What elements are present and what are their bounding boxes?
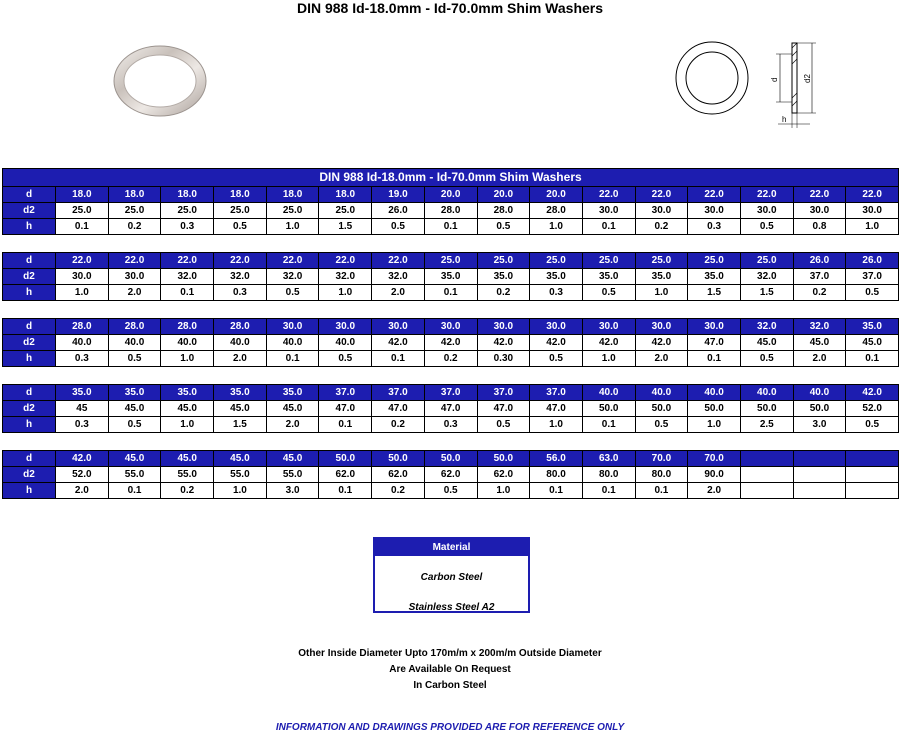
table-cell-d2: 35.0 bbox=[477, 269, 530, 285]
material-carbon-steel: Carbon Steel bbox=[420, 572, 483, 583]
table-cell-d2 bbox=[793, 467, 846, 483]
table-cell-h: 3.0 bbox=[793, 417, 846, 433]
drawing-label-d2: d2 bbox=[803, 74, 812, 83]
table-cell-h: 0.5 bbox=[477, 417, 530, 433]
row-label-d2: d2 bbox=[3, 269, 56, 285]
table-cell-d2: 45.0 bbox=[161, 401, 214, 417]
table-cell-d2: 47.0 bbox=[477, 401, 530, 417]
spec-table bbox=[2, 318, 899, 367]
table-cell-d2: 32.0 bbox=[214, 269, 267, 285]
material-stainless-steel: Stainless Steel A2 bbox=[408, 602, 495, 613]
table-cell-h: 1.0 bbox=[56, 285, 109, 301]
table-cell-d: 25.0 bbox=[635, 253, 688, 269]
table-cell-d: 30.0 bbox=[477, 319, 530, 335]
table-cell-d2: 42.0 bbox=[582, 335, 635, 351]
table-cell-d2: 40.0 bbox=[108, 335, 161, 351]
table-cell-h: 2.0 bbox=[688, 483, 741, 499]
spec-table bbox=[2, 384, 899, 433]
table-cell-d: 19.0 bbox=[372, 187, 425, 203]
table-cell-h: 0.2 bbox=[372, 417, 425, 433]
table-cell-d2: 30.0 bbox=[846, 203, 899, 219]
table-cell-d2: 30.0 bbox=[740, 203, 793, 219]
table-cell-h: 0.3 bbox=[56, 351, 109, 367]
table-row-d2 bbox=[3, 467, 899, 483]
table-cell-d: 63.0 bbox=[582, 451, 635, 467]
table-cell-d: 20.0 bbox=[530, 187, 583, 203]
table-cell-d bbox=[740, 451, 793, 467]
table-cell-h bbox=[846, 483, 899, 499]
table-cell-h: 0.3 bbox=[214, 285, 267, 301]
table-row-h bbox=[3, 219, 899, 235]
table-cell-d2: 55.0 bbox=[266, 467, 319, 483]
table-cell-d: 50.0 bbox=[372, 451, 425, 467]
table-cell-h: 2.0 bbox=[108, 285, 161, 301]
material-box bbox=[373, 537, 530, 613]
table-cell-d: 25.0 bbox=[582, 253, 635, 269]
table-cell-h: 0.5 bbox=[846, 285, 899, 301]
table-cell-d2: 55.0 bbox=[108, 467, 161, 483]
table-cell-d2: 25.0 bbox=[161, 203, 214, 219]
table-cell-d: 50.0 bbox=[477, 451, 530, 467]
table-row-d bbox=[3, 187, 899, 203]
table-cell-d: 30.0 bbox=[582, 319, 635, 335]
table-cell-d2: 50.0 bbox=[793, 401, 846, 417]
reference-footer: INFORMATION AND DRAWINGS PROVIDED ARE FOR REFERENCE ONLY bbox=[275, 722, 625, 733]
table-cell-d2: 35.0 bbox=[635, 269, 688, 285]
table-cell-d: 35.0 bbox=[56, 385, 109, 401]
table-cell-d2: 35.0 bbox=[688, 269, 741, 285]
table-cell-h: 1.0 bbox=[161, 417, 214, 433]
row-label-d: d bbox=[3, 385, 56, 401]
table-cell-h: 0.2 bbox=[424, 351, 477, 367]
table-title: DIN 988 Id-18.0mm - Id-70.0mm Shim Washers bbox=[3, 169, 899, 187]
table-cell-d: 35.0 bbox=[161, 385, 214, 401]
table-cell-d: 37.0 bbox=[530, 385, 583, 401]
table-row-h bbox=[3, 285, 899, 301]
table-cell-h: 1.0 bbox=[582, 351, 635, 367]
table-cell-d: 50.0 bbox=[424, 451, 477, 467]
table-cell-h: 0.3 bbox=[424, 417, 477, 433]
table-cell-d2: 47.0 bbox=[424, 401, 477, 417]
table-cell-d2: 55.0 bbox=[214, 467, 267, 483]
table-cell-h: 1.0 bbox=[846, 219, 899, 235]
table-cell-d: 18.0 bbox=[108, 187, 161, 203]
table-cell-d2: 42.0 bbox=[477, 335, 530, 351]
table-cell-d2: 25.0 bbox=[319, 203, 372, 219]
table-cell-d: 35.0 bbox=[214, 385, 267, 401]
table-cell-d2: 45.0 bbox=[846, 335, 899, 351]
table-cell-d2: 62.0 bbox=[424, 467, 477, 483]
table-cell-d2: 50.0 bbox=[635, 401, 688, 417]
table-cell-h: 1.5 bbox=[319, 219, 372, 235]
table-cell-h: 0.5 bbox=[846, 417, 899, 433]
table-cell-d: 70.0 bbox=[688, 451, 741, 467]
table-cell-d: 40.0 bbox=[635, 385, 688, 401]
table-cell-h: 0.30 bbox=[477, 351, 530, 367]
table-row-d bbox=[3, 319, 899, 335]
row-label-h: h bbox=[3, 483, 56, 499]
table-row-d bbox=[3, 253, 899, 269]
table-cell-h: 0.2 bbox=[161, 483, 214, 499]
table-cell-h bbox=[740, 483, 793, 499]
table-cell-h: 0.1 bbox=[582, 483, 635, 499]
table-cell-d2: 47.0 bbox=[372, 401, 425, 417]
table-cell-d: 22.0 bbox=[161, 253, 214, 269]
table-cell-d2: 55.0 bbox=[161, 467, 214, 483]
table-cell-h: 0.2 bbox=[372, 483, 425, 499]
table-cell-h: 1.5 bbox=[740, 285, 793, 301]
table-cell-d2: 45.0 bbox=[214, 401, 267, 417]
table-cell-d: 22.0 bbox=[214, 253, 267, 269]
table-cell-d: 30.0 bbox=[424, 319, 477, 335]
table-cell-d2: 90.0 bbox=[688, 467, 741, 483]
table-cell-h: 0.1 bbox=[846, 351, 899, 367]
table-cell-h: 1.0 bbox=[530, 417, 583, 433]
table-cell-d2: 25.0 bbox=[56, 203, 109, 219]
table-cell-d: 35.0 bbox=[108, 385, 161, 401]
table-cell-d: 26.0 bbox=[793, 253, 846, 269]
table-cell-d: 22.0 bbox=[319, 253, 372, 269]
table-cell-d2: 40.0 bbox=[319, 335, 372, 351]
table-cell-d2: 32.0 bbox=[161, 269, 214, 285]
table-cell-d: 45.0 bbox=[108, 451, 161, 467]
table-cell-d2 bbox=[846, 467, 899, 483]
table-cell-h: 0.5 bbox=[740, 351, 793, 367]
table-cell-d2: 50.0 bbox=[582, 401, 635, 417]
table-cell-d: 45.0 bbox=[214, 451, 267, 467]
table-cell-d2: 42.0 bbox=[635, 335, 688, 351]
spec-tables bbox=[2, 168, 899, 516]
table-cell-d2: 30.0 bbox=[635, 203, 688, 219]
table-cell-d2: 30.0 bbox=[582, 203, 635, 219]
table-cell-h: 2.0 bbox=[214, 351, 267, 367]
table-cell-d2: 32.0 bbox=[740, 269, 793, 285]
washer-photo bbox=[110, 42, 210, 120]
table-row-d bbox=[3, 451, 899, 467]
table-cell-h: 0.3 bbox=[56, 417, 109, 433]
table-cell-h: 0.5 bbox=[108, 417, 161, 433]
table-cell-h: 0.1 bbox=[424, 285, 477, 301]
table-cell-d: 42.0 bbox=[56, 451, 109, 467]
table-cell-d: 70.0 bbox=[635, 451, 688, 467]
table-cell-h: 0.5 bbox=[530, 351, 583, 367]
table-cell-d: 25.0 bbox=[688, 253, 741, 269]
table-cell-d: 22.0 bbox=[688, 187, 741, 203]
table-cell-d2: 50.0 bbox=[740, 401, 793, 417]
table-cell-d2: 40.0 bbox=[161, 335, 214, 351]
table-cell-h: 2.0 bbox=[635, 351, 688, 367]
table-cell-d2: 37.0 bbox=[793, 269, 846, 285]
table-cell-h: 2.0 bbox=[372, 285, 425, 301]
table-row-h bbox=[3, 483, 899, 499]
table-cell-d2: 50.0 bbox=[688, 401, 741, 417]
table-cell-d: 28.0 bbox=[161, 319, 214, 335]
table-cell-d: 32.0 bbox=[793, 319, 846, 335]
row-label-h: h bbox=[3, 417, 56, 433]
table-cell-h: 1.0 bbox=[319, 285, 372, 301]
table-cell-d: 28.0 bbox=[214, 319, 267, 335]
table-cell-h: 0.2 bbox=[793, 285, 846, 301]
table-cell-d: 22.0 bbox=[372, 253, 425, 269]
table-cell-h: 1.0 bbox=[688, 417, 741, 433]
table-cell-d2: 62.0 bbox=[319, 467, 372, 483]
row-label-h: h bbox=[3, 285, 56, 301]
table-cell-d: 30.0 bbox=[530, 319, 583, 335]
table-cell-d: 40.0 bbox=[688, 385, 741, 401]
table-cell-h: 2.5 bbox=[740, 417, 793, 433]
table-cell-d2: 35.0 bbox=[530, 269, 583, 285]
table-cell-d: 18.0 bbox=[266, 187, 319, 203]
table-cell-d: 25.0 bbox=[530, 253, 583, 269]
table-cell-d: 30.0 bbox=[688, 319, 741, 335]
table-cell-d2: 35.0 bbox=[424, 269, 477, 285]
table-cell-d: 32.0 bbox=[740, 319, 793, 335]
table-cell-d: 18.0 bbox=[319, 187, 372, 203]
table-cell-d2: 42.0 bbox=[424, 335, 477, 351]
table-cell-d2: 62.0 bbox=[372, 467, 425, 483]
table-cell-h: 2.0 bbox=[266, 417, 319, 433]
table-cell-h: 0.3 bbox=[161, 219, 214, 235]
table-cell-h: 1.0 bbox=[266, 219, 319, 235]
table-cell-d: 28.0 bbox=[108, 319, 161, 335]
table-row-h bbox=[3, 417, 899, 433]
spec-table bbox=[2, 168, 899, 235]
table-cell-h: 0.1 bbox=[372, 351, 425, 367]
table-cell-h: 0.1 bbox=[319, 483, 372, 499]
table-cell-d: 25.0 bbox=[477, 253, 530, 269]
table-cell-d2: 45.0 bbox=[108, 401, 161, 417]
table-cell-h: 1.5 bbox=[214, 417, 267, 433]
table-cell-d2: 42.0 bbox=[530, 335, 583, 351]
table-cell-d: 35.0 bbox=[266, 385, 319, 401]
table-cell-d2: 40.0 bbox=[56, 335, 109, 351]
spec-table bbox=[2, 252, 899, 301]
row-label-d: d bbox=[3, 319, 56, 335]
table-cell-h: 0.5 bbox=[424, 483, 477, 499]
table-cell-h: 0.5 bbox=[214, 219, 267, 235]
table-cell-h: 0.5 bbox=[108, 351, 161, 367]
table-cell-h: 3.0 bbox=[266, 483, 319, 499]
table-cell-h: 1.0 bbox=[530, 219, 583, 235]
table-cell-d: 25.0 bbox=[740, 253, 793, 269]
table-cell-d2: 37.0 bbox=[846, 269, 899, 285]
table-cell-d2: 62.0 bbox=[477, 467, 530, 483]
table-cell-h: 0.5 bbox=[319, 351, 372, 367]
row-label-h: h bbox=[3, 219, 56, 235]
table-row-d2 bbox=[3, 269, 899, 285]
table-cell-d: 45.0 bbox=[161, 451, 214, 467]
table-cell-h: 0.2 bbox=[108, 219, 161, 235]
table-cell-d: 40.0 bbox=[793, 385, 846, 401]
table-cell-d: 28.0 bbox=[56, 319, 109, 335]
material-header: Material bbox=[375, 539, 528, 556]
table-cell-d bbox=[846, 451, 899, 467]
table-cell-d2: 25.0 bbox=[108, 203, 161, 219]
table-row-d2 bbox=[3, 401, 899, 417]
table-cell-d2: 47.0 bbox=[319, 401, 372, 417]
table-cell-d: 22.0 bbox=[582, 187, 635, 203]
table-cell-d2: 30.0 bbox=[688, 203, 741, 219]
table-cell-d2: 40.0 bbox=[214, 335, 267, 351]
table-cell-d2: 45.0 bbox=[740, 335, 793, 351]
table-cell-d2: 25.0 bbox=[266, 203, 319, 219]
row-label-d2: d2 bbox=[3, 401, 56, 417]
row-label-d: d bbox=[3, 253, 56, 269]
table-cell-d: 22.0 bbox=[740, 187, 793, 203]
table-cell-d2: 47.0 bbox=[688, 335, 741, 351]
table-cell-h: 0.2 bbox=[477, 285, 530, 301]
table-cell-d: 42.0 bbox=[846, 385, 899, 401]
table-cell-d2: 32.0 bbox=[372, 269, 425, 285]
table-cell-d: 18.0 bbox=[161, 187, 214, 203]
table-cell-d: 45.0 bbox=[266, 451, 319, 467]
table-cell-h: 0.1 bbox=[161, 285, 214, 301]
table-cell-d: 18.0 bbox=[56, 187, 109, 203]
table-cell-d: 20.0 bbox=[424, 187, 477, 203]
table-cell-d2: 45.0 bbox=[266, 401, 319, 417]
table-cell-d: 22.0 bbox=[793, 187, 846, 203]
table-cell-d: 25.0 bbox=[424, 253, 477, 269]
table-cell-d: 26.0 bbox=[846, 253, 899, 269]
row-label-d: d bbox=[3, 451, 56, 467]
table-row-d bbox=[3, 385, 899, 401]
table-cell-h: 0.3 bbox=[530, 285, 583, 301]
table-cell-h: 0.1 bbox=[108, 483, 161, 499]
table-cell-d: 22.0 bbox=[266, 253, 319, 269]
table-cell-h: 1.5 bbox=[688, 285, 741, 301]
table-cell-h: 0.1 bbox=[582, 219, 635, 235]
table-cell-d2: 25.0 bbox=[214, 203, 267, 219]
table-cell-h: 0.1 bbox=[56, 219, 109, 235]
table-cell-h: 0.5 bbox=[740, 219, 793, 235]
table-cell-h: 0.5 bbox=[635, 417, 688, 433]
table-cell-d: 56.0 bbox=[530, 451, 583, 467]
table-cell-h: 0.1 bbox=[688, 351, 741, 367]
note-line: In Carbon Steel bbox=[413, 680, 487, 691]
table-cell-d2: 52.0 bbox=[56, 467, 109, 483]
table-cell-h: 0.1 bbox=[319, 417, 372, 433]
table-cell-d2: 26.0 bbox=[372, 203, 425, 219]
table-cell-d2: 30.0 bbox=[108, 269, 161, 285]
table-cell-d: 37.0 bbox=[319, 385, 372, 401]
table-row-h bbox=[3, 351, 899, 367]
table-cell-h: 0.5 bbox=[582, 285, 635, 301]
table-cell-h: 0.2 bbox=[635, 219, 688, 235]
washer-drawing bbox=[670, 36, 830, 136]
table-cell-h: 0.1 bbox=[530, 483, 583, 499]
note-line: Other Inside Diameter Upto 170m/m x 200m/m Outside Diameter bbox=[298, 648, 602, 659]
table-cell-d: 30.0 bbox=[635, 319, 688, 335]
table-row-d2 bbox=[3, 335, 899, 351]
table-cell-d: 22.0 bbox=[56, 253, 109, 269]
table-cell-h: 0.1 bbox=[266, 351, 319, 367]
table-cell-d: 37.0 bbox=[424, 385, 477, 401]
table-cell-d2: 30.0 bbox=[793, 203, 846, 219]
table-cell-d: 30.0 bbox=[266, 319, 319, 335]
table-cell-h: 1.0 bbox=[161, 351, 214, 367]
table-cell-d2: 80.0 bbox=[635, 467, 688, 483]
table-cell-h: 0.5 bbox=[372, 219, 425, 235]
note-line: Are Available On Request bbox=[389, 664, 511, 675]
table-cell-d: 22.0 bbox=[108, 253, 161, 269]
table-cell-d: 37.0 bbox=[477, 385, 530, 401]
table-cell-d: 35.0 bbox=[846, 319, 899, 335]
table-cell-h: 1.0 bbox=[214, 483, 267, 499]
table-cell-d: 20.0 bbox=[477, 187, 530, 203]
table-cell-h: 0.1 bbox=[635, 483, 688, 499]
table-cell-d: 40.0 bbox=[582, 385, 635, 401]
table-cell-d2: 28.0 bbox=[530, 203, 583, 219]
table-cell-h: 2.0 bbox=[56, 483, 109, 499]
table-cell-d2: 40.0 bbox=[266, 335, 319, 351]
table-cell-d: 22.0 bbox=[846, 187, 899, 203]
table-cell-d: 22.0 bbox=[635, 187, 688, 203]
table-cell-h: 0.3 bbox=[688, 219, 741, 235]
table-cell-h: 1.0 bbox=[635, 285, 688, 301]
table-cell-d2: 42.0 bbox=[372, 335, 425, 351]
row-label-h: h bbox=[3, 351, 56, 367]
table-cell-h: 2.0 bbox=[793, 351, 846, 367]
table-cell-h bbox=[793, 483, 846, 499]
row-label-d2: d2 bbox=[3, 467, 56, 483]
table-cell-d2: 80.0 bbox=[582, 467, 635, 483]
row-label-d2: d2 bbox=[3, 203, 56, 219]
table-cell-h: 0.1 bbox=[424, 219, 477, 235]
availability-note bbox=[0, 646, 900, 694]
table-cell-d bbox=[793, 451, 846, 467]
table-cell-d2: 80.0 bbox=[530, 467, 583, 483]
table-cell-d2: 30.0 bbox=[56, 269, 109, 285]
row-label-d2: d2 bbox=[3, 335, 56, 351]
table-cell-h: 1.0 bbox=[477, 483, 530, 499]
table-cell-h: 0.8 bbox=[793, 219, 846, 235]
row-label-d: d bbox=[3, 187, 56, 203]
table-cell-d: 30.0 bbox=[319, 319, 372, 335]
table-cell-d: 40.0 bbox=[740, 385, 793, 401]
table-cell-h: 0.5 bbox=[477, 219, 530, 235]
table-cell-d: 37.0 bbox=[372, 385, 425, 401]
table-cell-d2: 47.0 bbox=[530, 401, 583, 417]
table-cell-d2: 28.0 bbox=[477, 203, 530, 219]
page-title: DIN 988 Id-18.0mm - Id-70.0mm Shim Washers bbox=[296, 0, 604, 16]
table-cell-d2: 35.0 bbox=[582, 269, 635, 285]
table-cell-d2: 52.0 bbox=[846, 401, 899, 417]
table-cell-d2: 45 bbox=[56, 401, 109, 417]
table-cell-d: 18.0 bbox=[214, 187, 267, 203]
table-cell-d: 30.0 bbox=[372, 319, 425, 335]
table-cell-h: 0.5 bbox=[266, 285, 319, 301]
table-cell-d: 50.0 bbox=[319, 451, 372, 467]
table-cell-d2: 45.0 bbox=[793, 335, 846, 351]
table-cell-d2: 32.0 bbox=[266, 269, 319, 285]
table-cell-h: 0.1 bbox=[582, 417, 635, 433]
table-cell-d2 bbox=[740, 467, 793, 483]
table-row-d2 bbox=[3, 203, 899, 219]
table-cell-d2: 32.0 bbox=[319, 269, 372, 285]
spec-table bbox=[2, 450, 899, 499]
drawing-label-d: d bbox=[770, 77, 779, 82]
drawing-label-h: h bbox=[782, 115, 787, 124]
table-cell-d2: 28.0 bbox=[424, 203, 477, 219]
